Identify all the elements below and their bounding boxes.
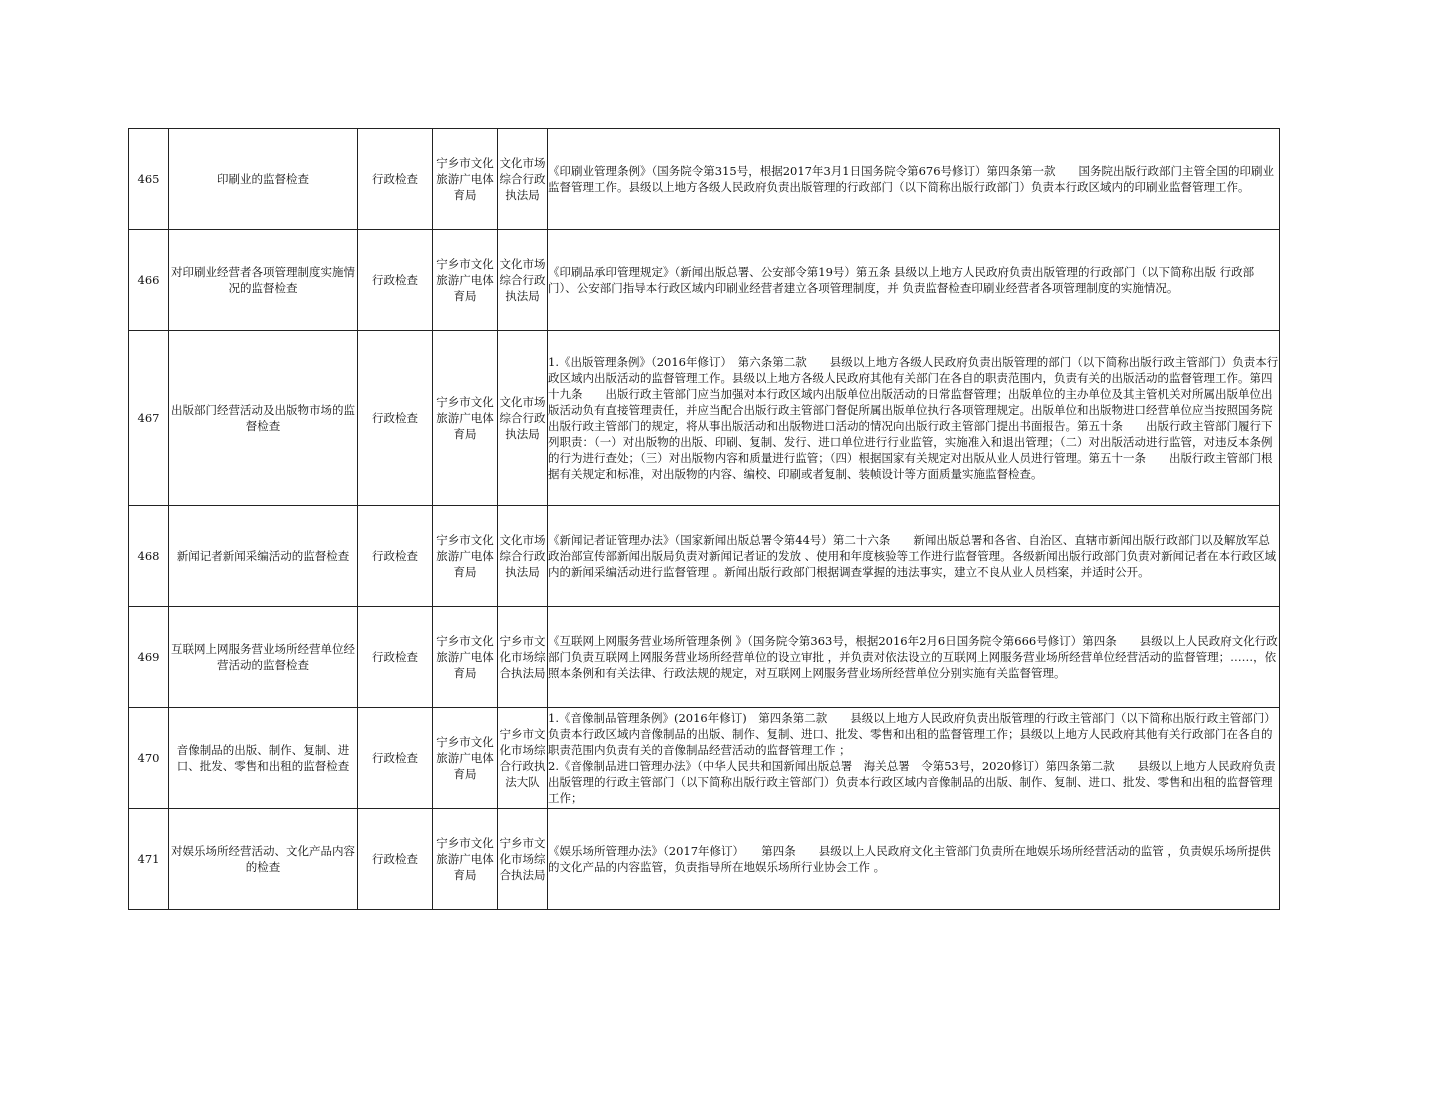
action-type: 行政检查 — [358, 607, 433, 708]
responsible-department: 宁乡市文化旅游广电体育局 — [433, 331, 498, 506]
row-number: 465 — [129, 129, 169, 230]
table-row — [129, 607, 1280, 708]
executing-agency: 文化市场综合行政执法局 — [498, 506, 548, 607]
action-type: 行政检查 — [358, 230, 433, 331]
executing-agency: 宁乡市文化市场综合执法局 — [498, 809, 548, 910]
action-type: 行政检查 — [358, 809, 433, 910]
legal-basis: 《互联网上网服务营业场所管理条例 》（国务院令第363号，根据2016年2月6日国务院令第666号修订）第四条 县级以上人民政府文化行政部门负责互联网上网服务营业场所经营单位的设立审批 ，并负责对依法设立的互联网上网服务营业场所经营单位经营活动的监督管理；……，依照本条例和有关法律、行政法规的规定，对互联网上网服务营业场所经营单位分别实施有关监督管理。 — [548, 607, 1280, 708]
responsible-department: 宁乡市文化旅游广电体育局 — [433, 230, 498, 331]
action-type: 行政检查 — [358, 129, 433, 230]
row-number: 468 — [129, 506, 169, 607]
executing-agency: 文化市场综合行政执法局 — [498, 230, 548, 331]
row-number: 466 — [129, 230, 169, 331]
responsible-department: 宁乡市文化旅游广电体育局 — [433, 809, 498, 910]
action-type: 行政检查 — [358, 331, 433, 506]
action-type: 行政检查 — [358, 708, 433, 809]
inspection-item: 印刷业的监督检查 — [169, 129, 358, 230]
legal-basis: 1.《音像制品管理条例》(2016年修订) 第四条第二款 县级以上地方人民政府负责出版管理的行政主管部门（以下简称出版行政主管部门）负责本行政区域内音像制品的出版、制作、复制、进口、批发、零售和出租的监督管理工作；县级以上地方人民政府其他有关行政部门在各自的职责范围内负责有关的音像制品经营活动的监督管理工作 ； 2.《音像制品进口管理办法》（中华人民共和国新闻出版总署 海关总署 令第53号，2020修订）第四条第二款 县级以上地方人民政府负责出版管理的行政主管部门（以下简称出版行政主管部门）负责本行政区域内音像制品的出版、制作、复制、进口、批发、零售和出租的监督管理工作； — [548, 708, 1280, 809]
legal-basis: 《新闻记者证管理办法》（国家新闻出版总署令第44号）第二十六条 新闻出版总署和各省、自治区、直辖市新闻出版行政部门以及解放军总政治部宣传部新闻出版局负责对新闻记者证的发放 、使用和年度核验等工作进行监督管理。各级新闻出版行政部门负责对新闻记者在本行政区域内的新闻采编活动进行监督管理 。新闻出版行政部门根据调查掌握的违法事实，建立不良从业人员档案，并适时公开。 — [548, 506, 1280, 607]
executing-agency: 宁乡市文化市场综合行政执法大队 — [498, 708, 548, 809]
inspection-item: 对娱乐场所经营活动、文化产品内容的检查 — [169, 809, 358, 910]
row-number: 471 — [129, 809, 169, 910]
action-type: 行政检查 — [358, 506, 433, 607]
executing-agency: 文化市场综合行政执法局 — [498, 331, 548, 506]
legal-basis: 《娱乐场所管理办法》（2017年修订） 第四条 县级以上人民政府文化主管部门负责所在地娱乐场所经营活动的监管 ，负责娱乐场所提供的文化产品的内容监管，负责指导所在地娱乐场所行业协会工作 。 — [548, 809, 1280, 910]
responsible-department: 宁乡市文化旅游广电体育局 — [433, 708, 498, 809]
executing-agency: 宁乡市文化市场综合执法局 — [498, 607, 548, 708]
table-row — [129, 809, 1280, 910]
responsible-department: 宁乡市文化旅游广电体育局 — [433, 129, 498, 230]
row-number: 467 — [129, 331, 169, 506]
row-number: 470 — [129, 708, 169, 809]
responsible-department: 宁乡市文化旅游广电体育局 — [433, 506, 498, 607]
inspection-item: 音像制品的出版、制作、复制、进口、批发、零售和出租的监督检查 — [169, 708, 358, 809]
table-row — [129, 708, 1280, 809]
legal-basis: 《印刷业管理条例》（国务院令第315号，根据2017年3月1日国务院令第676号修订）第四条第一款 国务院出版行政部门主管全国的印刷业监督管理工作。县级以上地方各级人民政府负责出版管理的行政部门（以下简称出版行政部门）负责本行政区域内的印刷业监督管理工作。 — [548, 129, 1280, 230]
table-row — [129, 230, 1280, 331]
legal-basis: 《印刷品承印管理规定》（新闻出版总署、公安部令第19号）第五条 县级以上地方人民政府负责出版管理的行政部门（以下简称出版 行政部门）、公安部门指导本行政区域内印刷业经营者建立各项管理制度，并 负责监督检查印刷业经营者各项管理制度的实施情况。 — [548, 230, 1280, 331]
inspection-item: 互联网上网服务营业场所经营单位经营活动的监督检查 — [169, 607, 358, 708]
table-row — [129, 129, 1280, 230]
table-row — [129, 506, 1280, 607]
law-enforcement-table — [128, 128, 1280, 910]
responsible-department: 宁乡市文化旅游广电体育局 — [433, 607, 498, 708]
table-row — [129, 331, 1280, 506]
legal-basis: 1.《出版管理条例》（2016年修订） 第六条第二款 县级以上地方各级人民政府负责出版管理的部门（以下简称出版行政主管部门）负责本行政区域内出版活动的监督管理工作。县级以上地方各级人民政府其他有关部门在各自的职责范围内，负责有关的出版活动的监督管理工作。第四十九条 出版行政主管部门应当加强对本行政区域内出版单位出版活动的日常监督管理；出版单位的主办单位及其主管机关对所属出版单位出版活动负有直接管理责任，并应当配合出版行政主管部门督促所属出版单位执行各项管理规定。出版单位和出版物进口经营单位应当按照国务院出版行政主管部门的规定，将从事出版活动和出版物进口活动的情况向出版行政主管部门提出书面报告。第五十条 出版行政主管部门履行下列职责：（一）对出版物的出版、印刷、复制、发行、进口单位进行行业监管，实施准入和退出管理；（二）对出版活动进行监管，对违反本条例的行为进行查处；（三）对出版物内容和质量进行监管；（四）根据国家有关规定对出版从业人员进行管理。第五十一条 出版行政主管部门根据有关规定和标准，对出版物的内容、编校、印刷或者复制、装帧设计等方面质量实施监督检查。 — [548, 331, 1280, 506]
inspection-item: 出版部门经营活动及出版物市场的监督检查 — [169, 331, 358, 506]
inspection-item: 对印刷业经营者各项管理制度实施情况的监督检查 — [169, 230, 358, 331]
inspection-item: 新闻记者新闻采编活动的监督检查 — [169, 506, 358, 607]
row-number: 469 — [129, 607, 169, 708]
executing-agency: 文化市场综合行政执法局 — [498, 129, 548, 230]
